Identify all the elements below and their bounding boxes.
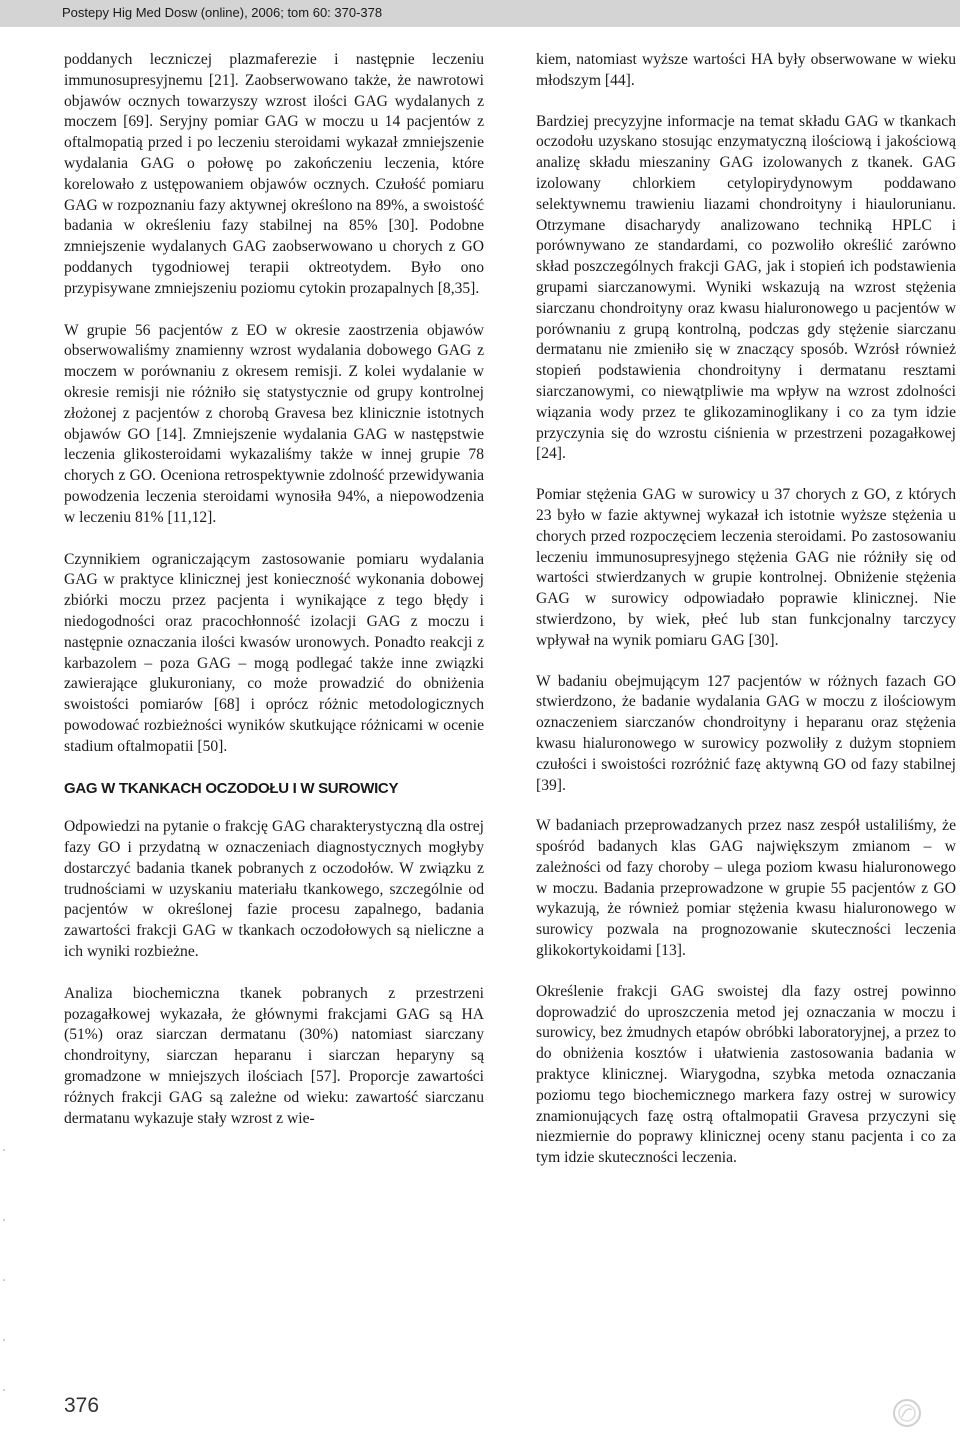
left-paragraph-5: Analiza biochemiczna tkanek pobranych z przestrzeni pozagałkowej wykazała, że głównymi frakcjami GAG są HA (51%) oraz siarczan dermatanu (30%) natomiast siarczany chondroityny, siarczan heparanu i siarczan heparyny są gromadzone w mniejszych ilościach [57]. Proporcje zawartości różnych frakcji GAG są zależne od wieku: zawartość siarczanu dermatanu wykazuje stały wzrost z wie- [64, 984, 484, 1127]
right-paragraph-1: kiem, natomiast wyższe wartości HA były obserwowane w wieku młodszym [44]. [536, 51, 956, 89]
section-heading: GAG W TKANKACH OCZODOŁU I W SUROWICY [64, 779, 399, 797]
running-header [0, 0, 960, 27]
left-paragraph-1: poddanych leczniczej plazmaferezie i następnie leczeniu immunosupresyjnemu [21]. Zaobserwowano także, że nawrotowi objawów ocznych towarzyszy wzrost ilości GAG wydalanych z moczem [69]. Seryjny pomiar GAG w moczu u 14 pacjentów z oftalmopatią przed i po leczeniu steroidami wykazał zmniejszenie wydalania GAG o połowę po zakończeniu leczenia, które korelowało z ustępowaniem objawów ocznych. Czułość pomiaru GAG w rozpoznaniu fazy aktywnej określono na 89%, a swoistość badania w określeniu fazy stabilnej na 85% [30]. Podobne zmniejszenie wydalanych GAG zaobserwowano u chorych z GO poddanych tygodniowej terapii oktreotydem. Było ono przypisywane zmniejszeniu poziomu cytokin prozapalnych [8,35]. [64, 51, 484, 297]
running-title: Postepy Hig Med Dosw (online), 2006; tom 60: 370-378 [62, 5, 383, 20]
right-paragraph-5: W badaniach przeprowadzanych przez nasz zespół ustaliliśmy, że spośród badanych klas GAG największym zmianom – w zależności od fazy choroby – ulega poziom kwasu hialuronowego w moczu. Badania przeprowadzone w grupie 55 pacjentów z GO wykazują, że również pomiar stężenia kwasu hialuronowego w surowicy pozwala na prognozowanie skuteczności leczenia glikokortykoidami [13]. [536, 817, 956, 960]
right-paragraph-3: Pomiar stężenia GAG w surowicy u 37 chorych z GO, z których 23 było w fazie aktywnej wykazał ich istotnie wyższe stężenia u chorych przed rozpoczęciem leczenia steroidami. Po zastosowaniu leczeniu immunosupresyjnego stężenia GAG nie różniły się od wartości stwierdzanych w grupie kontrolnej. Obniżenie stężenia GAG w surowicy odpowiadało poprawie klinicznej. Nie stwierdzono, by wiek, płeć lub stan funkcjonalny tarczycy wpływał na wynik pomiaru GAG [30]. [536, 486, 956, 649]
left-paragraph-4: Odpowiedzi na pytanie o frakcję GAG charakterystyczną dla ostrej fazy GO i przydatną w oznaczeniach diagnostycznych mogłyby dostarczyć badania tkanek pobranych z oczodołów. W związku z trudnościami w uzyskaniu materiału tkankowego, szczególnie od pacjentów w określonej fazie procesu zapalnego, badania zawartości frakcji GAG w tkankach oczodołowych są nieliczne a ich wyniki rozbieżne. [64, 818, 484, 961]
left-column [64, 50, 484, 1150]
right-column [536, 50, 956, 1189]
publisher-logo-icon [892, 1398, 922, 1428]
left-paragraph-3: Czynnikiem ograniczającym zastosowanie pomiaru wydalania GAG w praktyce klinicznej jest konieczność wykonania dobowej zbiórki moczu przez pacjenta i wynikające z tego błędy i niedogodności oraz pracochłonność izolacji GAG z moczu i następnie oznaczania ilości kwasów uronowych. Ponadto reakcji z karbazolem – poza GAG – mogą podlegać także inne związki zawierające glukuroniany, co może prowadzić do obniżenia swoistości pomiarów [68] i oprócz różnic metodologicznych powodować rozbieżności wyników skutkujące różnicami w ocenie stadium oftalmopatii [50]. [64, 550, 484, 755]
left-paragraph-2: W grupie 56 pacjentów z EO w okresie zaostrzenia objawów obserwowaliśmy znamienny wzrost wydalania dobowego GAG z moczem w porównaniu z okresem remisji. Z kolei wydalanie w okresie remisji nie różniło się statystycznie od grupy kontrolnej złożonej z pacjentów z chorobą Gravesa bez klinicznie istotnych objawów GO [14]. Zmniejszenie wydalania GAG w następstwie leczenia glikosteroidami wykazaliśmy także w innej grupie 78 chorych z GO. Oceniona retrospektywnie zdolność przewidywania powodzenia leczenia steroidami wynosiła 94%, a niepowodzenia w leczeniu 81% [11,12]. [64, 321, 484, 526]
right-paragraph-6: Określenie frakcji GAG swoistej dla fazy ostrej powinno doprowadzić do uproszczenia metod jej oznaczania w moczu i surowicy, bez żmudnych etapów obróbki laboratoryjnej, a przez to do obniżenia kosztów i ułatwienia zastosowania badania w praktyce klinicznej. Wiarygodna, szybka metoda oznaczania poziomu tego biochemicznego markera fazy ostrej w surowicy znamionujących fazę ostrą oftalmopatii Gravesa przyczyni się niezmiernie do poprawy klinicznej oceny stanu pacjenta i co za tym idzie skuteczności leczenia. [536, 982, 956, 1167]
page-number: 376 [64, 1394, 100, 1417]
right-paragraph-4: W badaniu obejmującym 127 pacjentów w różnych fazach GO stwierdzono, że badanie wydalania GAG w moczu z ilościowym oznaczeniem siarczanów chondroityny i heparanu oraz stężenia kwasu hialuronowego w surowicy pozwoliły z dużym stopniem czułości i swoistości rozróżnić fazę aktywną GO od fazy stabilnej [39]. [536, 672, 956, 794]
right-paragraph-2: Bardziej precyzyjne informacje na temat składu GAG w tkankach oczodołu uzyskano stosując enzymatyczną ilościową i jakościową analizę składu mieszaniny GAG izolowanych z tkanek. GAG izolowany chlorkiem cetylopirydynowym poddawano selektywnemu trawieniu liazami chondroityny i hiaulorunianu. Otrzymane disacharydy analizowano techniką HPLC i porównywano ze standardami, co pozwoliło określić zarówno skład poszczególnych frakcji GAG, jak i stopień ich podstawienia grupami siarczanowymi. Wyniki wskazują na wzrost stężenia siarczanu chondroityny oraz kwasu hialuronowego u pacjentów w porównaniu z grupą kontrolną, podczas gdy stężenie siarczanu dermatanu nie zmieniło się w znaczący sposób. Wzrósł również stopień podstawienia chondroityny i dermatanu resztami siarczanowymi, co niewątpliwie ma wpływ na wzrost zdolności wiązania wody przez te glikozaminoglikany i co za tym idzie przyczynia się do wzrostu ciśnienia w przestrzeni pozagałkowej [24]. [536, 112, 956, 463]
margin-crop-marks [2, 1140, 6, 1400]
